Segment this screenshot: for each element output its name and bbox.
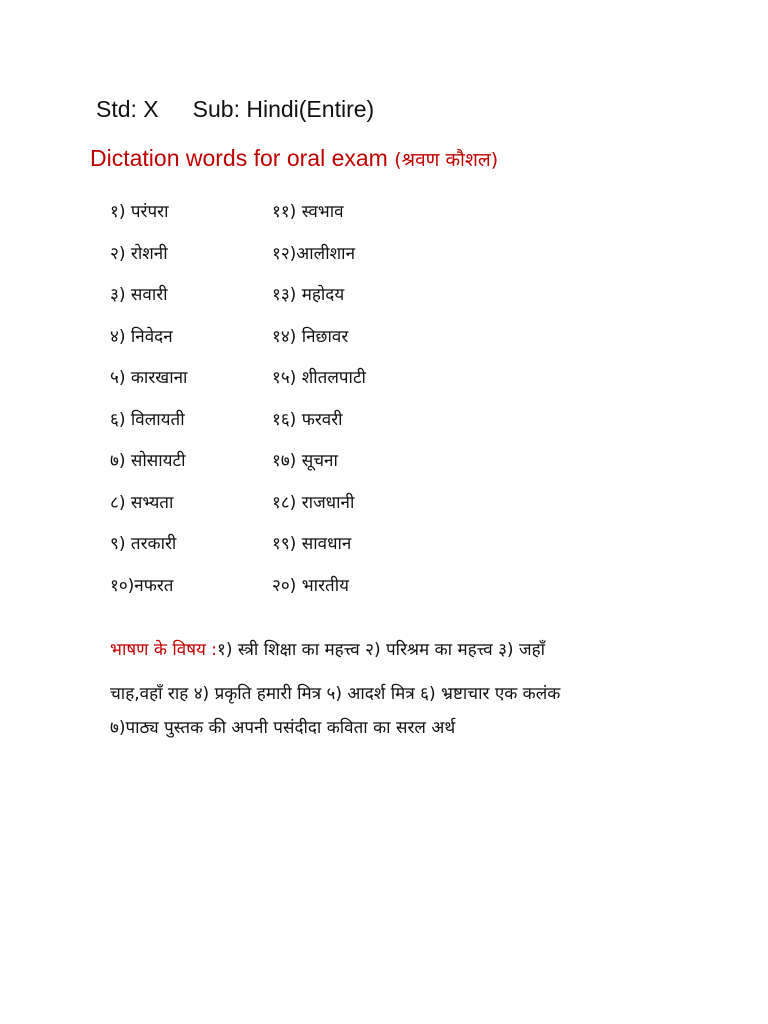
- title-hindi: (श्रवण कौशल): [394, 149, 499, 171]
- word-item: ३) सवारी: [110, 285, 168, 305]
- word-item: २०) भारतीय: [272, 575, 349, 596]
- word-item: ८) सभ्यता: [110, 492, 174, 513]
- word-item: ९) तरकारी: [110, 534, 177, 554]
- word-item: १६) फरवरी: [272, 409, 343, 430]
- speech-line-1: [110, 636, 670, 664]
- word-row: [110, 489, 510, 531]
- word-row: [110, 406, 510, 448]
- page-title: [90, 145, 498, 172]
- dictation-word-list: [110, 198, 510, 613]
- word-row: [110, 198, 510, 240]
- word-item: १७) सूचना: [272, 451, 338, 471]
- subject-label: Sub: Hindi(Entire): [192, 96, 375, 122]
- word-item: ६) विलायती: [110, 409, 185, 430]
- header: [96, 96, 374, 123]
- word-item: १८) राजधानी: [272, 492, 355, 513]
- speech-topics-text: १) स्त्री शिक्षा का महत्त्व २) परिश्रम का महत्त्व ३) जहाँ: [217, 640, 546, 660]
- word-item: १३) महोदय: [272, 285, 345, 305]
- word-item: १) परंपरा: [110, 202, 169, 222]
- word-row: [110, 323, 510, 365]
- title-english: Dictation words for oral exam: [90, 145, 388, 171]
- speech-topics-label: भाषण के विषय :: [110, 640, 218, 660]
- word-item: १९) सावधान: [272, 534, 352, 554]
- word-row: [110, 281, 510, 323]
- speech-topics: [110, 636, 670, 742]
- word-row: [110, 240, 510, 282]
- word-item: २) रोशनी: [110, 243, 168, 264]
- word-row: [110, 530, 510, 572]
- word-item: १०)नफरत: [110, 575, 174, 596]
- word-item: ५) कारखाना: [110, 368, 188, 388]
- word-item: ४) निवेदन: [110, 326, 173, 347]
- speech-line-3: ७)पाठ्य पुस्तक की अपनी पसंदीदा कविता का सरल अर्थ: [110, 718, 456, 738]
- word-row: [110, 364, 510, 406]
- word-row: [110, 572, 510, 614]
- word-item: ७) सोसायटी: [110, 451, 186, 471]
- word-item: १५) शीतलपाटी: [272, 368, 366, 388]
- speech-line-2: चाह,वहाँ राह ४) प्रकृति हमारी मित्र ५) आदर्श मित्र ६) भ्रष्टाचार एक कलंक: [110, 684, 561, 704]
- word-item: १४) निछावर: [272, 326, 349, 347]
- word-row: [110, 447, 510, 489]
- word-item: ११) स्वभाव: [272, 202, 344, 222]
- word-item: १२)आलीशान: [272, 243, 356, 264]
- standard-label: Std: X: [96, 96, 159, 122]
